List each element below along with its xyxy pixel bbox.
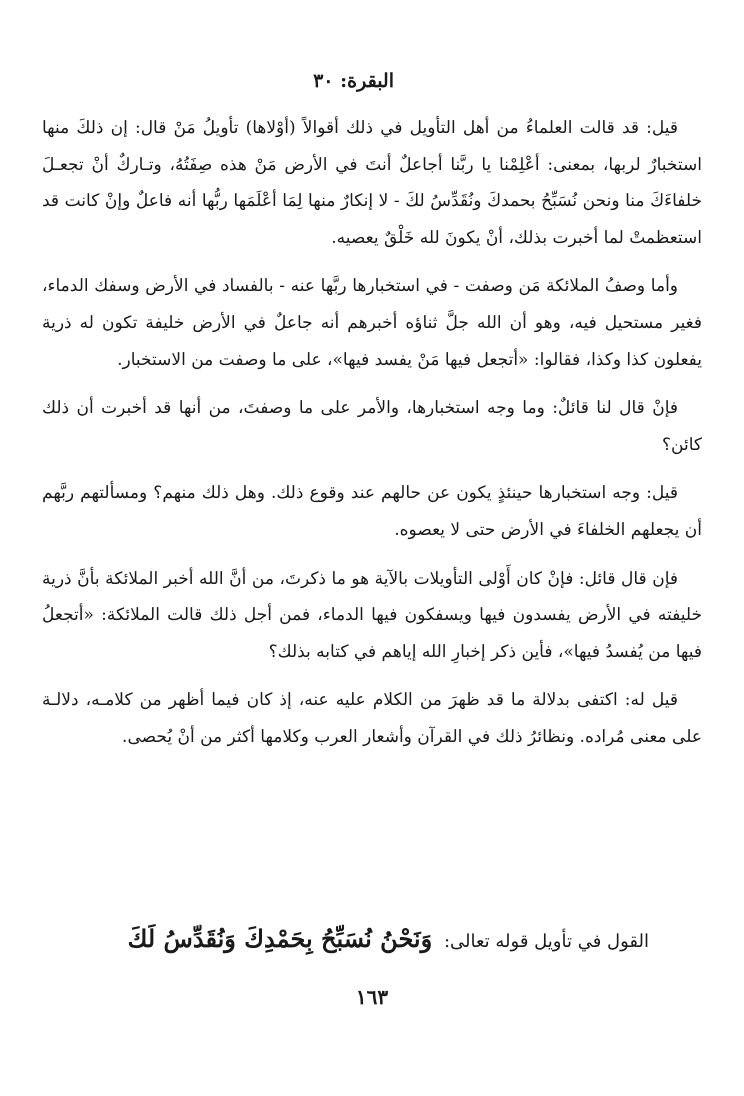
paragraph: وأما وصفُ الملائكة مَن وصفت - في استخبارها ربَّها عنه - بالفساد في الأرض وسفك الدماء، فغير مستحيل فيه، وهو أن الله جلَّ ثناؤه أخبرهم أنه جاعلٌ في الأرض خليفة تكون له ذرية يفعلون كذا وكذا، فقالوا: «أتجعل فيها مَنْ يفسد فيها»، على ما وصفت من الاستخبار. bbox=[42, 276, 702, 370]
section-heading-intro: القول في تأويل قوله تعالى: bbox=[443, 931, 649, 952]
paragraph: فإنْ قال لنا قائلٌ: وما وجه استخبارها، والأمر على ما وصفتَ، من أنها قد أخبرت أن ذلك كائن؟ bbox=[42, 398, 702, 455]
paragraph: قيل: قد قالت العلماءُ من أهل التأويل في ذلك أقوالاً (أوْلاها) تأويلُ مَنْ قال: إن ذلكَ منها استخبارٌ لربها، بمعنى: أعْلِمْنا يا ربَّنا أجاعلٌ أنتَ في الأرض مَنْ هذه صِفَتُهُ، وتـاركٌ أنْ تجعـلَ خلفاءَكَ منا ونحن نُسَبِّحُ بحمدكَ ونُقَدِّسُ لكَ - لا إنكارٌ منها لِمَا أعْلَمَها ربُّها أنه فاعلٌ وإنْ كانت قد استعظمتْ لما أخبرت بذلك، أنْ يكونَ لله خَلْقٌ يعصيه. bbox=[42, 118, 702, 248]
paragraph: فإن قال قائل: فإنْ كان أَوْلى التأويلات بالآية هو ما ذكرتَ، من أنَّ الله أخبر الملائكة بأنَّ ذرية خليفته في الأرض يفسدون فيها ويسفكون فيها الدماء، فمن أجل ذلك قالت الملائكة: «أتجعلُ فيها من يُفسدُ فيها»، فأين ذكر إخبارِ الله إياهم في كتابه بذلك؟ bbox=[42, 568, 702, 662]
section-heading bbox=[128, 924, 649, 953]
body-text bbox=[42, 110, 702, 768]
paragraph: قيل: وجه استخبارها حينئذٍ يكون عن حالهم عند وقوع ذلك. وهل ذلك منهم؟ ومسألتهم ربَّهم أن يجعلهم الخلفاءَ في الأرض حتى لا يعصوه. bbox=[42, 483, 702, 540]
page-number: ١٦٣ bbox=[355, 985, 389, 1009]
surah-reference-header: البقرة: ٣٠ bbox=[313, 70, 394, 92]
quran-verse: وَنَحْنُ نُسَبِّحُ بِحَمْدِكَ وَنُقَدِّسُ لَكَ bbox=[127, 924, 433, 953]
paragraph: قيل له: اكتفى بدلالة ما قد ظهرَ من الكلام عليه عنه، إذ كان فيما أظهر من كلامـه، دلالـة على معنى مُراده. ونظائرُ ذلك في القرآن وأشعار العرب وكلامها أكثر من أنْ يُحصى. bbox=[42, 690, 702, 747]
